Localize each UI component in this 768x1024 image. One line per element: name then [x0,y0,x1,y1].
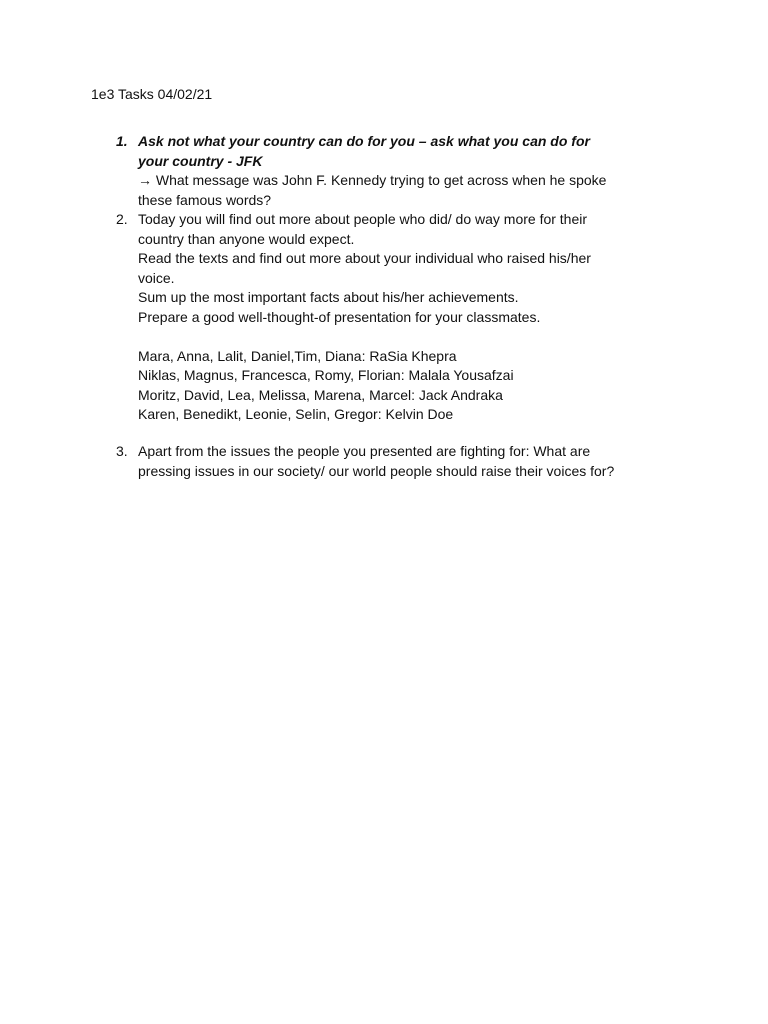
task-line: voice. [138,269,175,286]
task-body [138,132,738,210]
task-line: Sum up the most important facts about his/her achievements. [138,289,519,305]
task-number: 2. [116,211,128,227]
task-line: Read the texts and find out more about your individual who raised his/her [138,250,591,266]
group-assignment: Niklas, Magnus, Francesca, Romy, Florian: Malala Yousafzai [138,367,514,383]
task-body [138,442,738,481]
task-line: pressing issues in our society/ our world people should raise their voices for? [138,462,615,479]
group-assignment: Karen, Benedikt, Leonie, Selin, Gregor: Kelvin Doe [138,406,454,422]
task-line: → What message was John F. Kennedy trying to get across when he spoke [138,172,607,188]
task-line: country than anyone would expect. [138,230,355,247]
group-assignment: Moritz, David, Lea, Melissa, Marena, Marcel: Jack Andraka [138,386,503,403]
task-line: Today you will find out more about people who did/ do way more for their [138,211,588,227]
quote-line: Ask not what your country can do for you – ask what you can do for [138,133,590,149]
task-line: these famous words? [138,191,272,208]
group-assignment: Mara, Anna, Lalit, Daniel,Tim, Diana: RaSia Khepra [138,347,457,364]
task-number: 1. [116,133,128,149]
page-title: 1e3 Tasks 04/02/21 [91,86,213,102]
task-line: Apart from the issues the people you presented are fighting for: What are [138,443,591,459]
task-number: 3. [116,443,128,459]
task-line: Prepare a good well-thought-of presentation for your classmates. [138,308,541,325]
paragraph-spacer [138,327,738,347]
quote-line: your country - JFK [138,152,263,169]
task-body [138,210,738,425]
